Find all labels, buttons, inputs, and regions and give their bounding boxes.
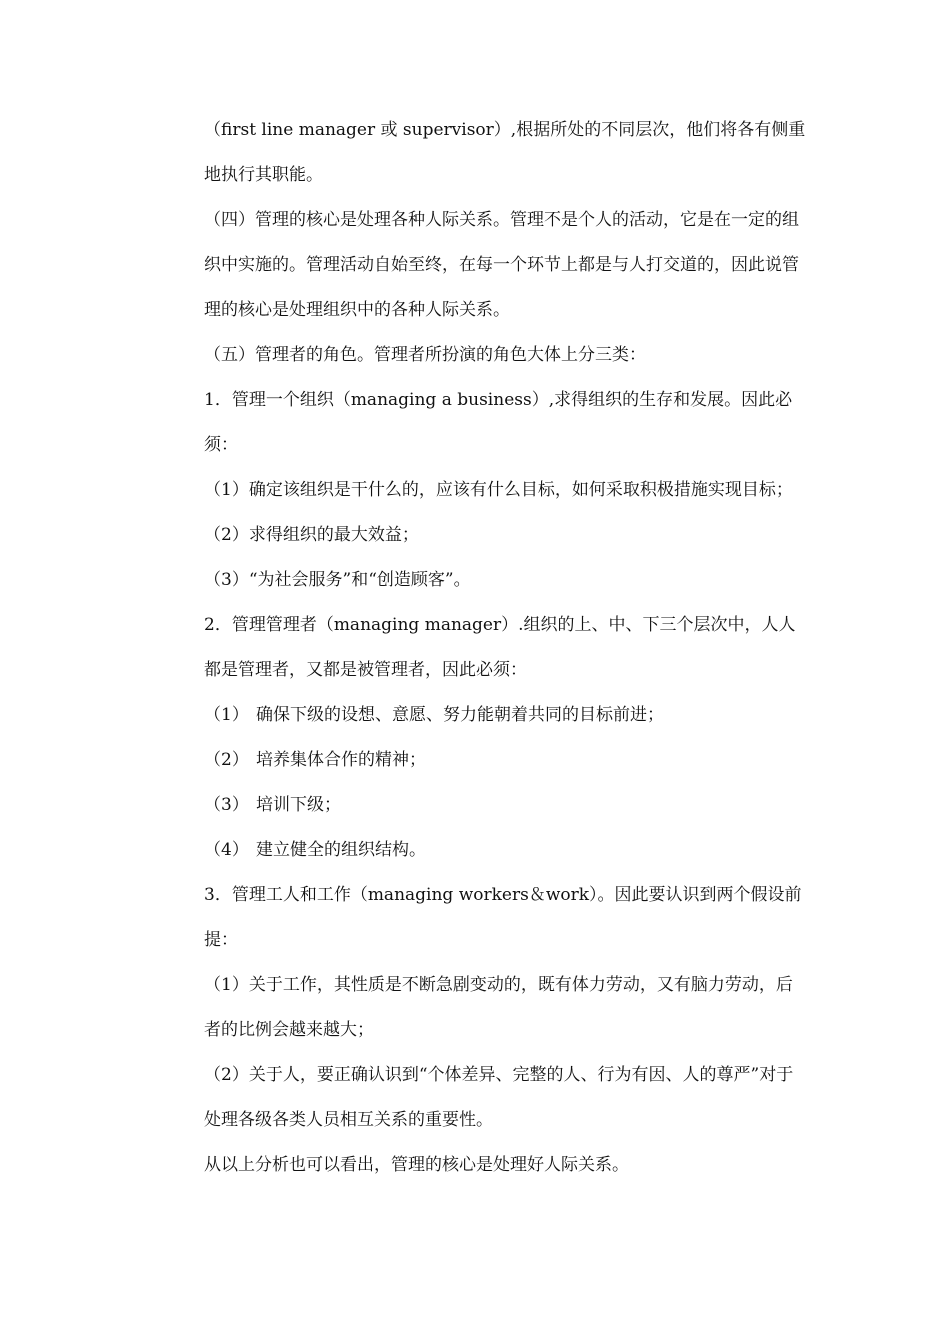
paragraph-conclusion: 从以上分析也可以看出，管理的核心是处理好人际关系。	[204, 1155, 629, 1175]
paragraph-role-one: 1．管理一个组织（managing a business）,求得组织的生存和发展。因此必须：	[204, 390, 793, 455]
list-item-number: （3）	[204, 795, 249, 815]
list-item-number: （2）	[204, 750, 249, 770]
paragraph-role-three-item-2: （2）关于人，要正确认识到“个体差异、完整的人、行为有因、人的尊严”对于处理各级各类人员相互关系的重要性。	[204, 1065, 794, 1130]
paragraph-role-one-item-3: （3）“为社会服务”和“创造顾客”。	[204, 570, 471, 590]
list-item-text: 培训下级；	[256, 795, 341, 815]
paragraph-role-one-item-2: （2）求得组织的最大效益；	[204, 525, 419, 545]
list-item-number: （4）	[204, 840, 249, 860]
paragraph-role-three-item-1: （1）关于工作，其性质是不断急剧变动的，既有体力劳动，又有脑力劳动，后者的比例会越来越大；	[204, 975, 793, 1040]
list-item-manager-1	[204, 693, 808, 738]
paragraph-role-two: 2．管理管理者（managing manager）.组织的上、中、下三个层次中，人人都是管理者，又都是被管理者，因此必须：	[204, 615, 796, 680]
paragraph-section-four: （四）管理的核心是处理各种人际关系。管理不是个人的活动，它是在一定的组织中实施的。管理活动自始至终，在每一个环节上都是与人打交道的，因此说管理的核心是处理组织中的各种人际关系。	[204, 210, 799, 320]
paragraph-role-three: 3．管理工人和工作（managing workers＆work）。因此要认识到两个假设前提：	[204, 885, 802, 950]
paragraph-section-five: （五）管理者的角色。管理者所扮演的角色大体上分三类：	[204, 345, 646, 365]
list-item-manager-3	[204, 783, 808, 828]
paragraph-supervisor: （first line manager 或 supervisor）,根据所处的不同层次，他们将各有侧重地执行其职能。	[204, 120, 806, 185]
paragraph-role-one-item-1: （1）确定该组织是干什么的，应该有什么目标，如何采取积极措施实现目标；	[204, 480, 793, 500]
document-body	[204, 108, 808, 1188]
list-item-text: 建立健全的组织结构。	[256, 840, 426, 860]
list-item-text: 培养集体合作的精神；	[256, 750, 426, 770]
list-item-number: （1）	[204, 705, 249, 725]
list-item-text: 确保下级的设想、意愿、努力能朝着共同的目标前进；	[256, 705, 664, 725]
list-item-manager-4	[204, 828, 808, 873]
list-item-manager-2	[204, 738, 808, 783]
